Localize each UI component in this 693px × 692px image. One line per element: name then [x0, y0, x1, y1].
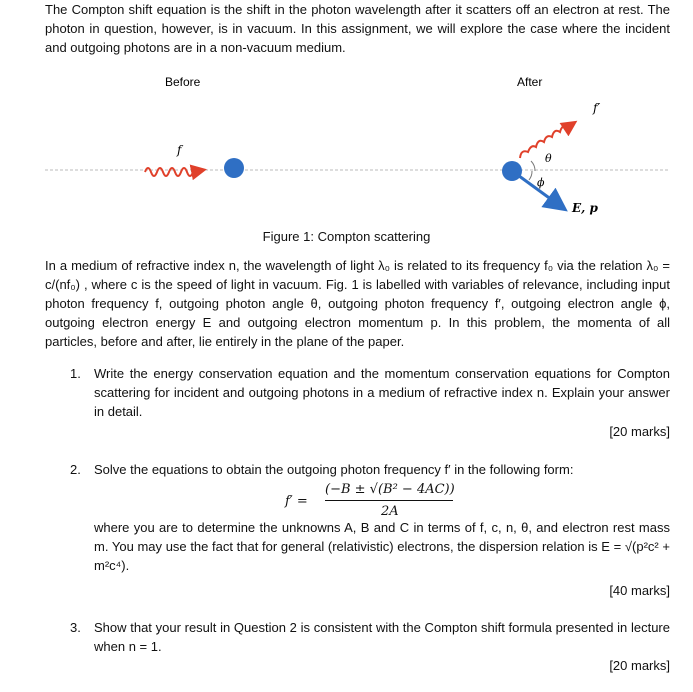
electron-before	[224, 158, 244, 178]
f-prime-label: f′	[593, 101, 601, 115]
question-2-text: Solve the equations to obtain the outgoing photon frequency f′ in the following form:	[94, 462, 574, 477]
question-2-after-text: where you are to determine the unknowns A, B and C in terms of f, c, n, θ, and electron rest mass m. You may use the fact that for general (relativistic) electrons, the dispersion relation is E = √(p²c² + m²c⁴).	[94, 520, 670, 573]
e-p-label: E, p	[572, 201, 598, 215]
formula-numerator: (−B ± √(B² − 4AC))	[325, 482, 455, 497]
formula-denominator: 2A	[381, 504, 399, 519]
formula-lhs: f′ =	[285, 494, 308, 509]
question-2-marks: [40 marks]	[609, 583, 670, 598]
figure-caption: Figure 1: Compton scattering	[262, 229, 431, 244]
after-label: After	[517, 75, 543, 89]
question-3-number: 3.	[70, 620, 81, 635]
intro-paragraph: The Compton shift equation is the shift in the photon wavelength after it scatters off an electron at rest. The photon in question, however, is in vacuum. In this assignment, we will explore the case where the incident and outgoing photons are in a non-vacuum medium.	[45, 2, 670, 55]
incoming-photon-wave	[145, 168, 203, 176]
electron-after	[502, 161, 522, 181]
fraction-bar	[325, 500, 453, 501]
phi-arc	[529, 171, 532, 180]
question-1-number: 1.	[70, 366, 81, 381]
question-3-text: Show that your result in Question 2 is consistent with the Compton shift formula presented in lecture when n = 1.	[94, 620, 670, 654]
question-3-marks: [20 marks]	[609, 658, 670, 673]
compton-diagram	[45, 70, 670, 220]
question-1-marks: [20 marks]	[609, 424, 670, 439]
question-2-number: 2.	[70, 462, 81, 477]
f-label: f	[177, 143, 182, 157]
phi-label: ϕ	[537, 176, 545, 189]
before-label: Before	[165, 75, 201, 89]
quadratic-formula	[285, 480, 485, 522]
theta-label: θ	[545, 152, 552, 165]
question-1-text: Write the energy conservation equation and the momentum conservation equations for Compton scattering for incident and outgoing photons in a medium of refractive index n. Explain your answer in detail.	[94, 366, 670, 419]
compton-figure	[45, 70, 670, 220]
body-paragraph: In a medium of refractive index n, the wavelength of light λ₀ is related to its frequency f₀ via the relation λ₀ = c/(nf₀) , where c is the speed of light in vacuum. Fig. 1 is labelled with variables of relevance, including input photon frequency f, outgoing photon angle θ, outgoing photon frequency f′, outgoing electron angle ϕ, outgoing electron energy E and outgoing electron momentum p. In this problem, the momenta of all particles, before and after, lie entirely in the plane of the paper.	[45, 258, 670, 349]
